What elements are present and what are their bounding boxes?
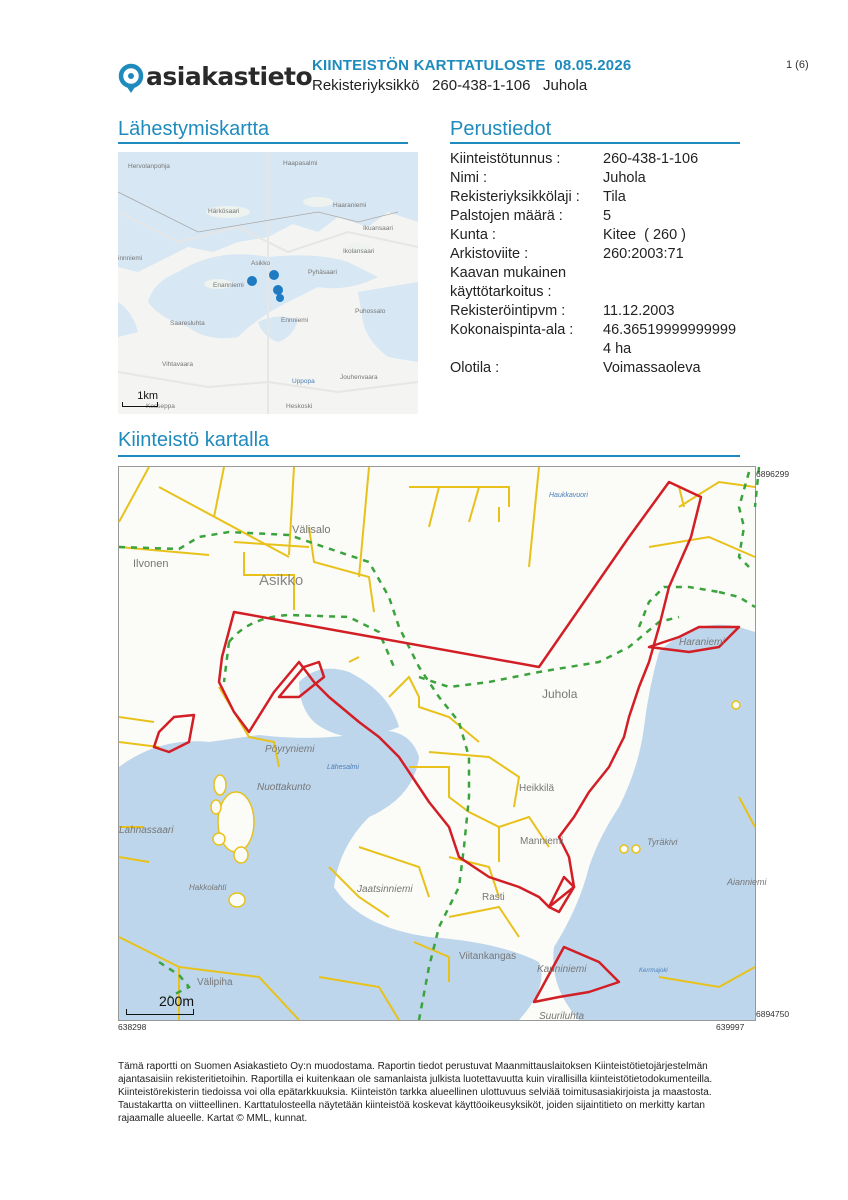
info-row [450,264,750,302]
approach-map-graphic [118,152,418,414]
svg-text:Ikuansaari: Ikuansaari [363,225,393,232]
property-map-graphic [119,467,767,1022]
info-label: Rekisteröintipvm : [450,303,566,319]
subtitle-label: Rekisteriyksikkö [312,77,420,94]
report-title [312,57,631,74]
info-row [450,226,750,245]
svg-text:Härkösaari: Härkösaari [208,208,240,215]
info-value: Voimassaoleva [603,360,701,376]
property-map [118,466,767,1022]
info-label: Kunta : [450,227,496,243]
svg-text:Manniemi: Manniemi [520,836,564,847]
subtitle-id: 260-438-1-106 [432,77,531,94]
svg-text:Jouhenvaara: Jouhenvaara [340,374,378,381]
property-scale-label: 200m [158,993,194,1009]
svg-text:Kerrmajoki: Kerrmajoki [639,968,668,974]
svg-text:Heskoski: Heskoski [286,403,313,410]
approach-map [118,152,418,414]
info-value: 5 [603,208,612,224]
info-row [450,245,750,264]
info-label: Olotila : [450,360,500,376]
svg-text:Lahnassaari: Lahnassaari [119,825,174,836]
svg-text:Kesseppa: Kesseppa [146,403,175,410]
svg-text:Hakkolahti: Hakkolahti [189,883,227,892]
svg-text:Vihtavaara: Vihtavaara [162,361,193,368]
info-label: Nimi : [450,170,488,186]
coord-bottom-left: 638298 [118,1022,147,1032]
svg-text:innniemi: innniemi [118,255,143,262]
info-value: 260:2003:71 [603,246,684,262]
info-value [603,264,750,302]
info-row [450,188,750,207]
svg-text:Asikko: Asikko [251,260,271,267]
approach-scale-bar [122,402,158,407]
info-row [450,169,750,188]
basic-info-divider [450,142,740,144]
svg-text:Välipiha: Välipiha [197,977,233,988]
svg-text:Tyräkivi: Tyräkivi [647,837,678,847]
svg-text:Pöyryniemi: Pöyryniemi [265,744,315,755]
svg-text:Nuottakunto: Nuottakunto [257,782,311,793]
svg-text:Jaatsinniemi: Jaatsinniemi [357,884,413,895]
info-value: 11.12.2003 [603,303,675,319]
svg-text:Suuriluhta: Suuriluhta [539,1011,585,1022]
report-date: 08.05.2026 [554,57,632,74]
coord-bottom-right: 6894750 [756,1009,790,1019]
property-scale [126,993,194,1015]
property-map-divider [118,455,740,457]
svg-text:Enanniemi: Enanniemi [213,282,244,289]
info-row [450,302,750,321]
svg-text:Saaresluhta: Saaresluhta [170,320,205,327]
svg-text:Puhossalo: Puhossalo [355,308,386,315]
svg-text:Lähesalmi: Lähesalmi [327,764,359,771]
svg-text:Heikkilä: Heikkilä [519,783,555,794]
info-value: 260-438-1-106 [603,151,699,167]
svg-text:Ikolansaari: Ikolansaari [343,248,375,255]
approach-scale [122,390,158,407]
location-pin-icon [118,64,144,94]
basic-info-table [450,150,750,378]
coord-bottom-mid: 639997 [716,1022,745,1032]
svg-text:Välisalo: Välisalo [292,524,331,536]
info-label: Kaavan mukainen käyttötarkoitus : [450,265,567,300]
logo-text: asiakastieto [146,62,313,91]
info-value: 46.365199999999994 ha [603,322,737,357]
report-subtitle [312,77,587,94]
property-map-title: Kiinteistö kartalla [118,429,270,451]
info-label: Kiinteistötunnus : [450,151,561,167]
info-value: Kitee ( 260 ) [603,227,687,243]
basic-info-title: Perustiedot [450,118,552,140]
coord-top-right: 6896299 [756,469,790,479]
svg-text:Kauniniemi: Kauniniemi [537,964,587,975]
info-row [450,150,750,169]
info-row [450,207,750,226]
info-label: Arkistoviite : [450,246,529,262]
svg-text:Aianniemi: Aianniemi [727,877,767,887]
svg-text:Uppopa: Uppopa [292,378,315,385]
svg-text:Haukkavuori: Haukkavuori [549,492,588,499]
svg-text:Hervolanpohja: Hervolanpohja [128,163,170,170]
svg-text:Juhola: Juhola [542,687,578,701]
subtitle-name: Juhola [542,77,588,94]
report-title-text: KIINTEISTÖN KARTTATULOSTE [312,57,546,74]
svg-text:Haraniemi: Haraniemi [679,637,725,648]
svg-text:Haaraniemi: Haaraniemi [333,202,367,209]
info-value: Juhola [603,170,646,186]
approach-scale-label: 1km [137,390,158,402]
approach-map-divider [118,142,408,144]
svg-text:Asikko: Asikko [259,572,304,589]
svg-text:Viitankangas: Viitankangas [459,951,517,962]
svg-text:Ilvonen: Ilvonen [133,558,169,570]
approach-map-title: Lähestymiskartta [118,118,270,140]
info-label: Palstojen määrä : [450,208,563,224]
info-label: Rekisteriyksikkölaji : [450,189,580,205]
disclaimer-text: Tämä raportti on Suomen Asiakastieto Oy:n muodostama. Raportin tiedot perustuvat Maanmittauslaitoksen Kiinteistötietojärjestelmän ajantasaisiin rekisteritietoihin. Raportilla ei kuitenkaan ole samanlaista julkista luotettavuutta kuin virallisilla kiinteistötietodokumenteilla. Kiinteistörekisterin tiedoissa voi olla epätarkkuuksia. Kiinteistön tarkka alueellinen ulottuvuus selviää toimitusasiakirjoista ja maastosta. Taustakartta on viitteellinen. Karttatulosteella näytetään kiinteistöä koskevat käyttöoikeusyksiköt, joiden sijaintitieto on merkitty kartan rajaamalle alueelle. Kartat © MML, kunnat. [118,1061,713,1124]
svg-text:Pyhäsaari: Pyhäsaari [308,269,337,276]
page-number: 1 (6) [786,59,809,71]
company-logo [118,62,313,96]
info-label: Kokonaispinta-ala : [450,322,574,338]
property-scale-bar [126,1009,194,1015]
info-value: Tila [603,189,626,205]
svg-text:Ennniemi: Ennniemi [281,317,309,324]
svg-text:Rasti: Rasti [482,892,505,903]
svg-text:Haapasalmi: Haapasalmi [283,160,318,167]
info-row [450,359,750,378]
info-row [450,321,750,359]
